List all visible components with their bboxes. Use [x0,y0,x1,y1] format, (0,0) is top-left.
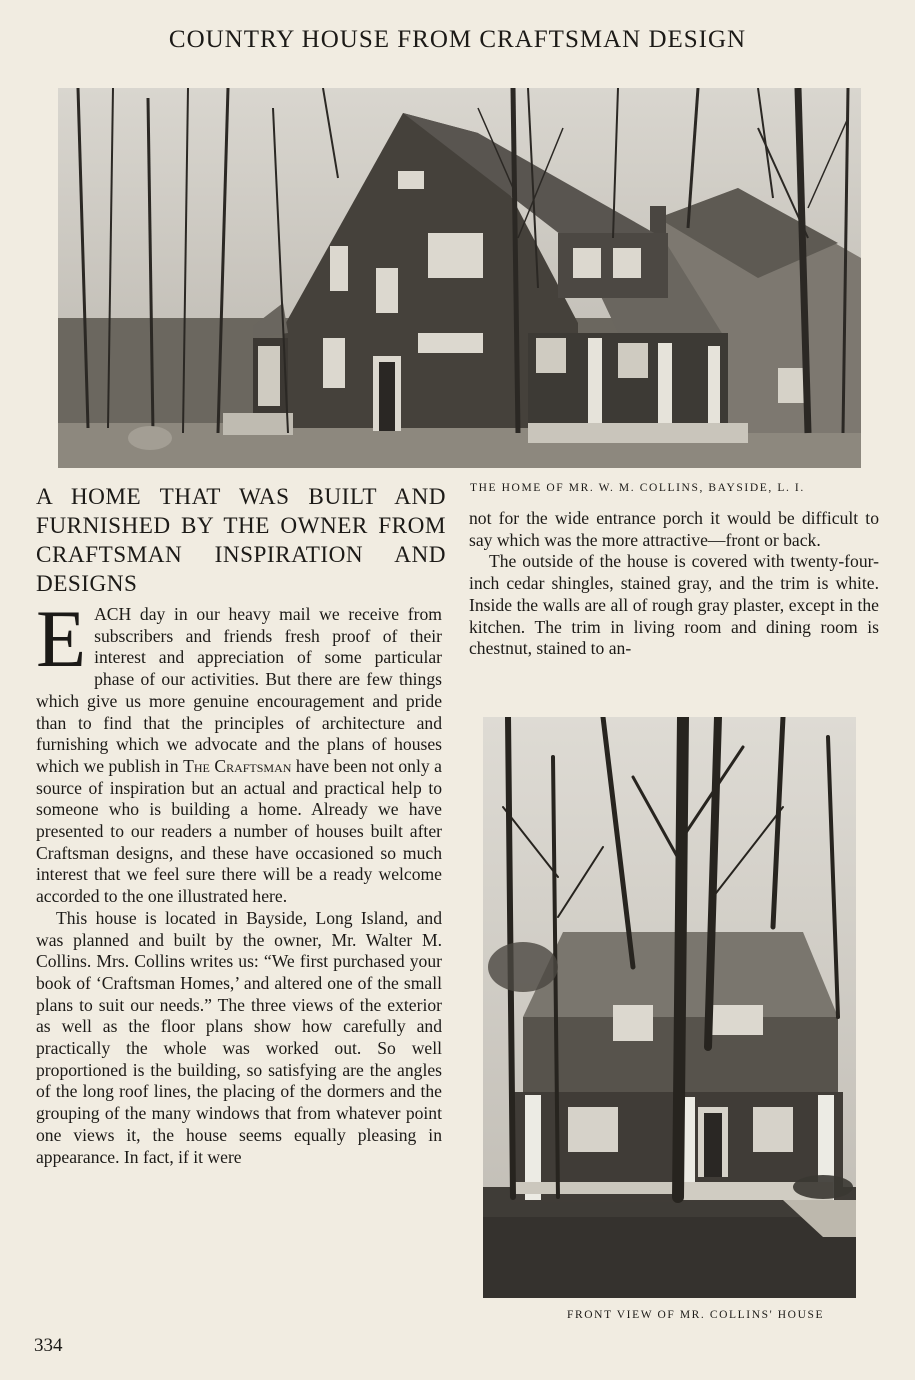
paragraph-2-continued: not for the wide entrance porch it would be difficult to say which was the more attractive—front or back. [469,508,879,550]
running-head: COUNTRY HOUSE FROM CRAFTSMAN DESIGN [168,26,747,53]
paragraph-1-end: have been not only a source of inspiration but an actual and practical help to someone who is building a home. Already we have presented to our readers a number of houses built after Craftsman designs, and these have occasioned so much interest that we feel sure there will be a ready welcome accorded to the one illustrated here. [36,755,442,907]
paragraph-1-start: ACH day in our heavy mail we receive from subscribers and friends fresh proof of their interest and appreciation of some particular phase of our activities. But there are few things which give us more genuine encouragement and pride than to find that the principles of architecture and furnishing which we advocate and the plans of houses which we publish in [36,604,442,776]
front-photo-caption: FRONT VIEW OF MR. COLLINS' HOUSE [567,1309,825,1321]
page-number: 334 [34,1335,63,1356]
house-photo-rear [58,88,861,468]
article-headline: A HOME THAT WAS BUILT AND FURNISHED BY THE OWNER FROM CRAFTSMAN INSPIRATION AND DESIGNS [36,484,446,597]
paragraph-2: This house is located in Bayside, Long Island, and was planned and built by the owner, Mr. Walter M. Collins. Mrs. Collins writes us: “We first purchased your book of ‘Craftsman Homes,’ and altered one of the small plans to suit our needs.” The three views of the exterior as well as the floor plans show how carefully and practically the whole was worked out. So well proportioned is the building, so satisfying are the angles of the long roof lines, the placing of the dormers and the grouping of the many windows that from whatever point one views it, the house seems equally pleasing in appearance. In fact, if it were [36,907,442,1167]
magazine-name: The Craftsman [183,755,292,776]
paragraph-1 [36,593,442,908]
top-photo-caption: THE HOME OF MR. W. M. COLLINS, BAYSIDE, L. I. [470,482,805,494]
house-photo-front [483,717,856,1298]
paragraph-3: The outside of the house is covered with twenty-four-inch cedar shingles, stained gray, and the trim is white. Inside the walls are all of rough gray plaster, except in the kitchen. The trim in living room and dining room is chestnut, stained to an- [469,551,879,659]
right-column [469,508,879,660]
drop-cap: E [36,593,87,684]
left-column [36,593,442,1168]
